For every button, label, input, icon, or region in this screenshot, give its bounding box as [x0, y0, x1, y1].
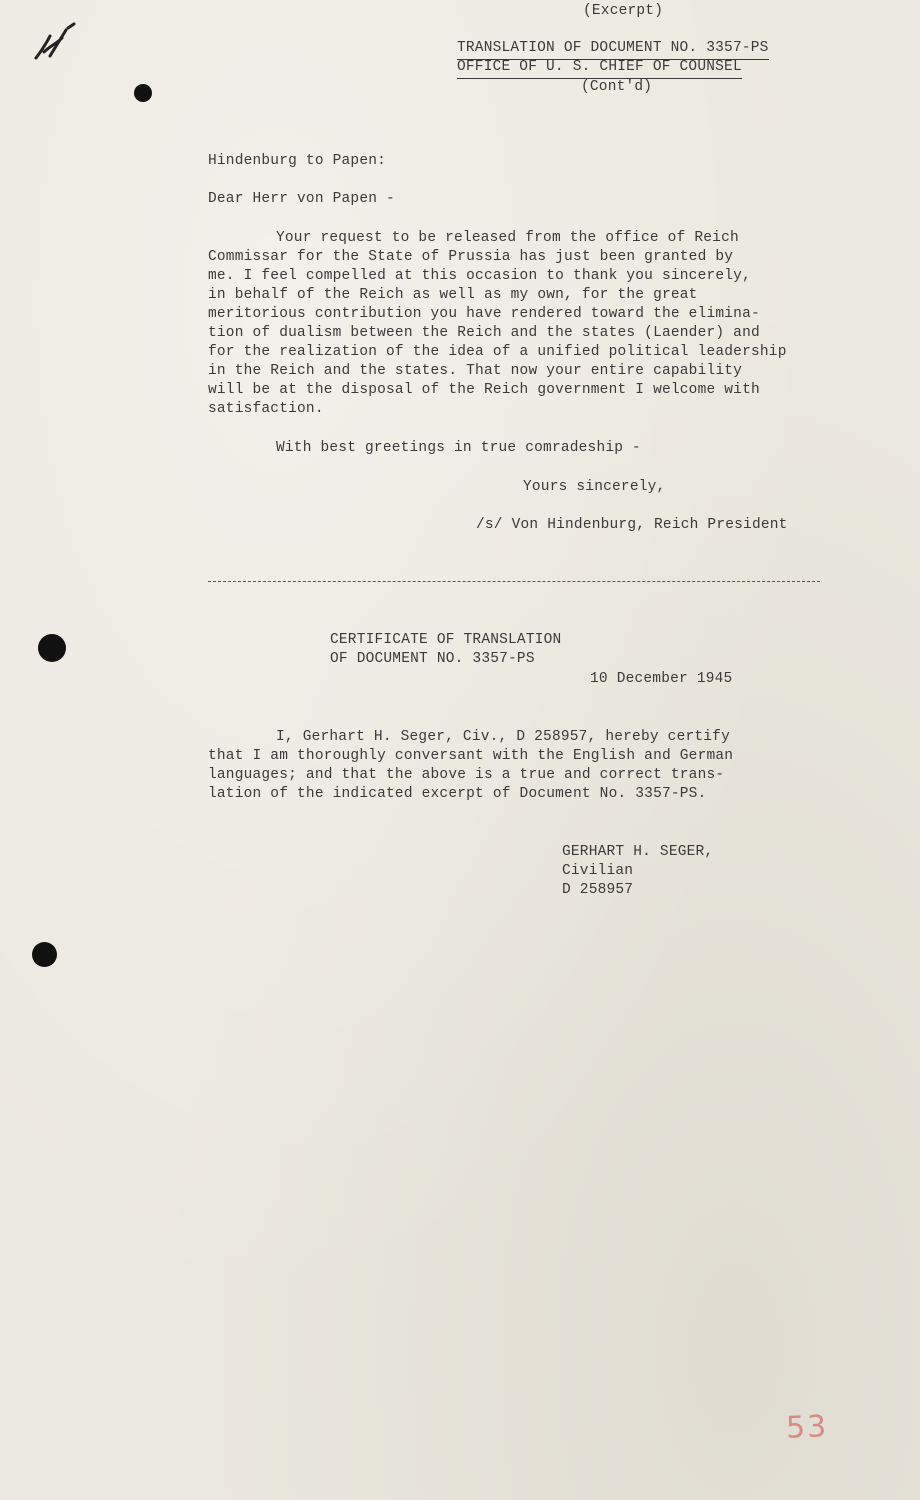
letter-greeting: With best greetings in true comradeship -: [276, 440, 641, 456]
letter-body-line: Commissar for the State of Prussia has just been granted by: [208, 249, 734, 265]
excerpt-label: (Excerpt): [583, 3, 664, 19]
signer-role: Civilian: [562, 863, 634, 879]
letter-body-line: Your request to be released from the office of Reich: [276, 230, 739, 246]
certificate-body-line: that I am thoroughly conversant with the English and German: [208, 748, 734, 764]
handwritten-mark: [30, 22, 80, 66]
letter-body-line: in behalf of the Reich as well as my own, for the great: [208, 287, 698, 303]
letter-body-line: me. I feel compelled at this occasion to thank you sincerely,: [208, 268, 751, 284]
certificate-date: 10 December 1945: [590, 671, 733, 687]
header-office-line: OFFICE OF U. S. CHIEF OF COUNSEL: [457, 58, 742, 79]
signer-name: GERHART H. SEGER,: [562, 844, 714, 860]
handwritten-page-number: 53: [785, 1409, 829, 1446]
letter-body-line: for the realization of the idea of a unified political leadership: [208, 344, 787, 360]
letter-body-line: in the Reich and the states. That now your entire capability: [208, 363, 743, 379]
letter-salutation: Dear Herr von Papen -: [208, 191, 395, 207]
punch-hole-top: [134, 84, 152, 102]
certificate-body-line: lation of the indicated excerpt of Document No. 3357-PS.: [208, 786, 707, 802]
certificate-body-line: I, Gerhart H. Seger, Civ., D 258957, hereby certify: [276, 729, 730, 745]
letter-closing: Yours sincerely,: [523, 479, 666, 495]
certificate-body-line: languages; and that the above is a true and correct trans-: [208, 767, 725, 783]
letter-body-line: tion of dualism between the Reich and the states (Laender) and: [208, 325, 760, 341]
header-translation-line: TRANSLATION OF DOCUMENT NO. 3357-PS: [457, 39, 769, 60]
section-divider: [208, 581, 820, 582]
letter-body-line: meritorious contribution you have rendered toward the elimina-: [208, 306, 760, 322]
letter-body-line: will be at the disposal of the Reich government I welcome with: [208, 382, 760, 398]
punch-hole-middle: [38, 634, 66, 662]
letter-signature: /s/ Von Hindenburg, Reich President: [476, 517, 788, 533]
contd-label: (Cont'd): [581, 79, 653, 95]
punch-hole-bottom: [32, 942, 57, 967]
certificate-subtitle: OF DOCUMENT NO. 3357-PS: [330, 651, 535, 667]
signer-id: D 258957: [562, 882, 634, 898]
certificate-title: CERTIFICATE OF TRANSLATION: [330, 632, 562, 648]
letter-heading: Hindenburg to Papen:: [208, 153, 387, 169]
letter-body-line: satisfaction.: [208, 401, 324, 417]
